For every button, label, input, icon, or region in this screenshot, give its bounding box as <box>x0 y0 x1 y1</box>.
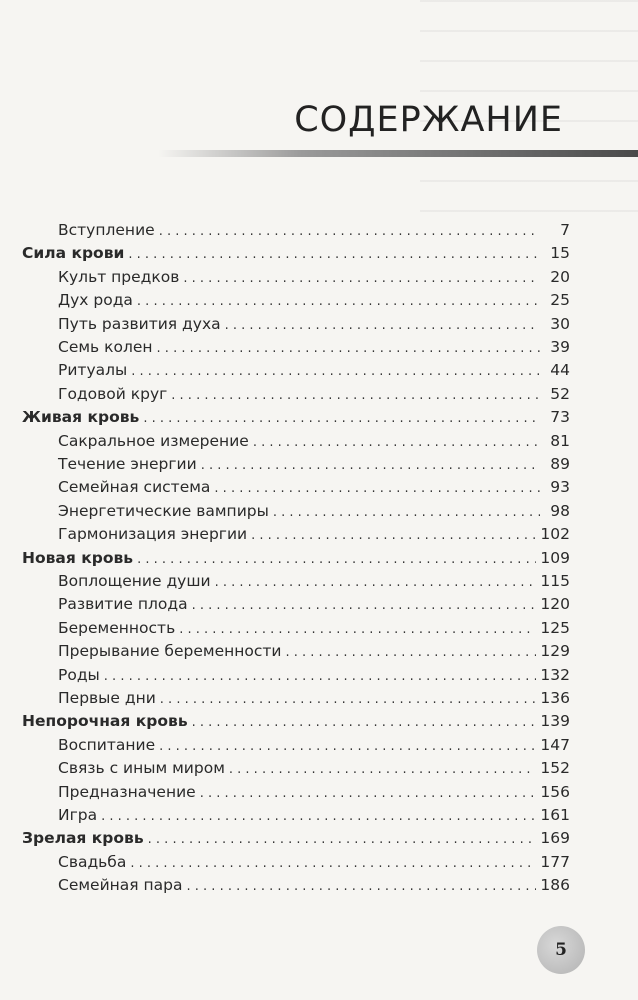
toc-entry[interactable] <box>58 291 570 315</box>
dot-leader <box>251 525 536 543</box>
toc-section-entry[interactable] <box>22 244 570 268</box>
toc-entry-page: 169 <box>540 829 570 848</box>
toc-entry-page: 132 <box>540 665 570 684</box>
toc-entry[interactable] <box>58 689 570 713</box>
dot-leader <box>179 619 536 637</box>
toc-entry-page: 89 <box>550 455 570 473</box>
toc-entry[interactable] <box>58 876 570 900</box>
toc-entry-page: 98 <box>550 501 570 520</box>
toc-entry-label: Сила крови <box>22 244 125 263</box>
dot-leader <box>183 268 540 286</box>
page-number-badge: 5 <box>537 926 585 974</box>
dot-leader <box>157 338 540 356</box>
toc-entry[interactable] <box>58 666 570 690</box>
dot-leader <box>273 502 540 520</box>
dot-leader <box>131 361 540 379</box>
toc-entry[interactable] <box>58 642 570 666</box>
dot-leader <box>192 595 537 613</box>
toc-entry-page: 30 <box>550 314 570 333</box>
toc-entry-label: Новая кровь <box>22 548 134 567</box>
toc-entry-page: 161 <box>540 806 570 824</box>
toc-entry-label: Дух рода <box>58 291 133 310</box>
toc-entry-label: Связь с иным миром <box>58 759 225 778</box>
toc-entry-label: Первые дни <box>58 689 156 707</box>
toc-entry[interactable] <box>58 478 570 502</box>
toc-section-entry[interactable] <box>22 549 570 573</box>
toc-entry-label: Вступление <box>58 221 155 239</box>
toc-section-entry[interactable] <box>22 712 570 736</box>
toc-entry-label: Путь развития духа <box>58 314 221 333</box>
toc-entry-label: Семейная система <box>58 478 211 497</box>
toc-entry[interactable] <box>58 221 570 245</box>
toc-entry-label: Беременность <box>58 618 176 637</box>
dot-leader <box>159 736 536 754</box>
toc-entry-label: Предназначение <box>58 782 196 801</box>
toc-entry-page: 129 <box>540 642 570 661</box>
toc-entry-page: 7 <box>560 221 570 239</box>
dot-leader <box>225 315 540 333</box>
toc-entry[interactable] <box>58 455 570 479</box>
dot-leader <box>137 549 536 567</box>
toc-entry[interactable] <box>58 572 570 596</box>
toc-entry-label: Воспитание <box>58 735 156 754</box>
dot-leader <box>229 759 537 777</box>
toc-entry-page: 152 <box>540 759 570 778</box>
toc-entry[interactable] <box>58 502 570 526</box>
toc-entry-page: 52 <box>550 384 570 403</box>
toc-entry-label: Сакральное измерение <box>58 431 249 450</box>
toc-entry-label: Воплощение души <box>58 572 211 590</box>
dot-leader <box>200 783 537 801</box>
title-underline-bar <box>158 150 638 157</box>
dot-leader <box>215 572 537 590</box>
dot-leader <box>159 221 540 239</box>
toc-entry[interactable] <box>58 361 570 385</box>
toc-entry-label: Течение энергии <box>58 455 197 473</box>
toc-entry-page: 139 <box>540 712 570 731</box>
dot-leader <box>253 432 540 450</box>
toc-entry-label: Семейная пара <box>58 876 183 895</box>
toc-entry-label: Зрелая кровь <box>22 829 144 848</box>
dot-leader <box>214 478 540 496</box>
toc-entry-label: Свадьба <box>58 852 127 871</box>
toc-entry-label: Непорочная кровь <box>22 712 188 731</box>
toc-entry-page: 136 <box>540 689 570 707</box>
toc-entry[interactable] <box>58 759 570 783</box>
dot-leader <box>128 244 540 262</box>
dot-leader <box>143 408 540 426</box>
toc-entry-page: 25 <box>550 291 570 310</box>
toc-entry[interactable] <box>58 736 570 760</box>
toc-entry-label: Годовой круг <box>58 384 168 403</box>
toc-entry[interactable] <box>58 338 570 362</box>
toc-section-entry[interactable] <box>22 408 570 432</box>
toc-entry-label: Игра <box>58 806 98 824</box>
toc-entry-label: Энергетические вампиры <box>58 501 269 520</box>
toc-entry-label: Живая кровь <box>22 408 140 427</box>
toc-entry-page: 177 <box>540 852 570 871</box>
toc-entry-page: 73 <box>550 408 570 427</box>
toc-entry-page: 44 <box>550 361 570 380</box>
toc-entry-page: 115 <box>540 572 570 590</box>
toc-entry-page: 102 <box>540 525 570 544</box>
dot-leader <box>160 689 537 707</box>
toc-entry-page: 156 <box>540 782 570 801</box>
toc-entry-page: 39 <box>550 338 570 356</box>
toc-entry[interactable] <box>58 806 570 830</box>
dot-leader <box>148 829 537 847</box>
dot-leader <box>137 291 540 309</box>
toc-entry-page: 81 <box>550 431 570 450</box>
toc-entry[interactable] <box>58 525 570 549</box>
toc-entry-page: 120 <box>540 595 570 614</box>
dot-leader <box>201 455 540 473</box>
dot-leader <box>171 385 540 403</box>
toc-entry[interactable] <box>58 595 570 619</box>
toc-entry[interactable] <box>58 315 570 339</box>
toc-entry[interactable] <box>58 783 570 807</box>
toc-entry-page: 15 <box>550 244 570 263</box>
toc-entry-label: Прерывание беременности <box>58 642 282 661</box>
toc-entry-page: 109 <box>540 548 570 567</box>
toc-entry-label: Развитие плода <box>58 595 188 614</box>
dot-leader <box>101 806 536 824</box>
toc-entry[interactable] <box>58 619 570 643</box>
toc-entry-page: 125 <box>540 618 570 637</box>
toc-entry-page: 186 <box>540 876 570 895</box>
toc-entry[interactable] <box>58 432 570 456</box>
toc-entry[interactable] <box>58 853 570 877</box>
dot-leader <box>286 642 537 660</box>
dot-leader <box>187 876 537 894</box>
toc-entry-page: 20 <box>550 267 570 286</box>
dot-leader <box>192 712 537 730</box>
dot-leader <box>130 853 536 871</box>
toc-entry-label: Гармонизация энергии <box>58 525 248 544</box>
toc-entry-label: Ритуалы <box>58 361 128 380</box>
toc-entry[interactable] <box>58 268 570 292</box>
toc-entry-page: 147 <box>540 735 570 754</box>
toc-entry-page: 93 <box>550 478 570 497</box>
page-title: СОДЕРЖАНИЕ <box>294 100 563 140</box>
dot-leader <box>104 666 537 684</box>
toc-entry[interactable] <box>58 385 570 409</box>
toc-entry-label: Роды <box>58 665 100 684</box>
toc-entry-label: Семь колен <box>58 338 153 356</box>
toc-section-entry[interactable] <box>22 829 570 853</box>
toc-entry-label: Культ предков <box>58 267 180 286</box>
